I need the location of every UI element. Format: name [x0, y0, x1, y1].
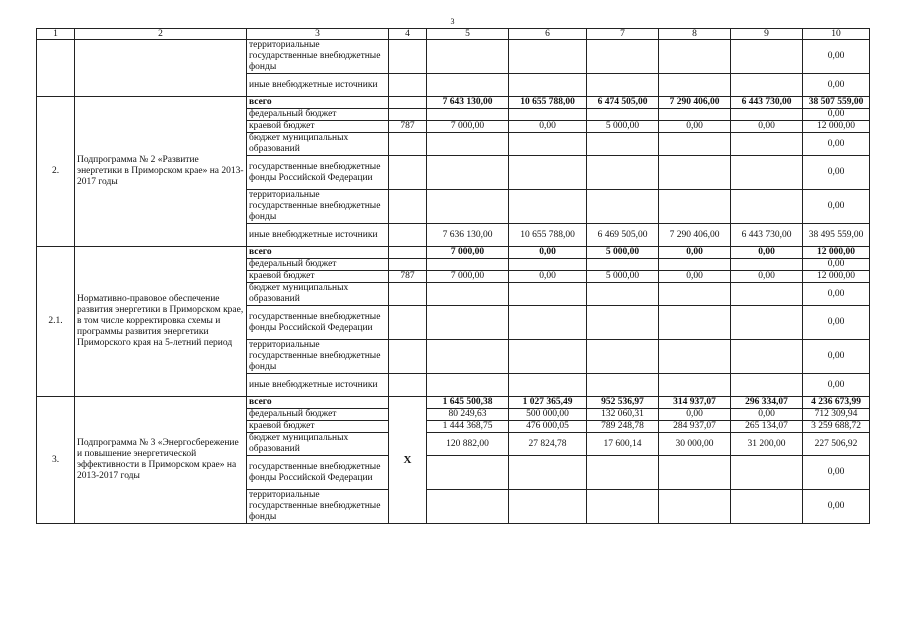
- funding-source: иные внебюджетные источники: [247, 224, 389, 247]
- value-col-8: [659, 259, 731, 271]
- value-col-5: [427, 133, 509, 156]
- admin-code: [389, 283, 427, 306]
- value-col-7: 5 000,00: [587, 271, 659, 283]
- value-col-6: [509, 490, 587, 524]
- funding-source: всего: [247, 397, 389, 409]
- value-col-5: [427, 374, 509, 397]
- value-col-5: [427, 190, 509, 224]
- funding-source: государственные внебюджетные фонды Российской Федерации: [247, 156, 389, 190]
- value-col-5: [427, 456, 509, 490]
- admin-code: [389, 156, 427, 190]
- admin-code: 787: [389, 271, 427, 283]
- total-value: 0,00: [803, 109, 870, 121]
- total-value: 0,00: [803, 283, 870, 306]
- total-value: 12 000,00: [803, 121, 870, 133]
- program-name: Подпрограмма № 3 «Энергосбережение и повышение энергетической эффективности в Приморском крае» на 2013-2017 годы: [75, 397, 247, 524]
- value-col-8: [659, 456, 731, 490]
- value-col-5: [427, 40, 509, 74]
- value-col-6: [509, 74, 587, 97]
- funding-source: краевой бюджет: [247, 271, 389, 283]
- value-col-6: 10 655 788,00: [509, 97, 587, 109]
- value-col-5: 7 000,00: [427, 271, 509, 283]
- value-col-9: [731, 456, 803, 490]
- value-col-8: [659, 156, 731, 190]
- value-col-5: 80 249,63: [427, 409, 509, 421]
- value-col-8: 0,00: [659, 409, 731, 421]
- value-col-9: 6 443 730,00: [731, 224, 803, 247]
- total-value: 0,00: [803, 490, 870, 524]
- value-col-5: [427, 283, 509, 306]
- funding-source: всего: [247, 97, 389, 109]
- value-col-7: 5 000,00: [587, 247, 659, 259]
- header-row: [37, 29, 870, 40]
- header-col-1: 1: [37, 29, 75, 40]
- value-col-9: 0,00: [731, 247, 803, 259]
- value-col-6: [509, 456, 587, 490]
- page-number: 3: [450, 17, 455, 26]
- funding-source: федеральный бюджет: [247, 259, 389, 271]
- value-col-9: [731, 133, 803, 156]
- program-name: Подпрограмма № 2 «Развитие энергетики в Приморском крае» на 2013-2017 годы: [75, 97, 247, 247]
- budget-table: [36, 28, 870, 524]
- value-col-7: [587, 156, 659, 190]
- value-col-6: [509, 283, 587, 306]
- value-col-7: 6 469 505,00: [587, 224, 659, 247]
- header-col-6: 6: [509, 29, 587, 40]
- value-col-8: 0,00: [659, 121, 731, 133]
- value-col-7: [587, 374, 659, 397]
- value-col-6: [509, 259, 587, 271]
- value-col-5: [427, 490, 509, 524]
- value-col-6: [509, 156, 587, 190]
- table-row: [37, 247, 870, 259]
- value-col-8: [659, 374, 731, 397]
- program-name: Нормативно-правовое обеспечение развития энергетики в Приморском крае, в том числе корректировка схемы и программы развития энергетики Приморского края на 5-летний период: [75, 247, 247, 397]
- value-col-7: [587, 306, 659, 340]
- value-col-7: 789 248,78: [587, 421, 659, 433]
- value-col-8: [659, 306, 731, 340]
- total-value: 0,00: [803, 40, 870, 74]
- value-col-6: 1 027 365,49: [509, 397, 587, 409]
- value-col-6: 10 655 788,00: [509, 224, 587, 247]
- admin-code: [389, 247, 427, 259]
- value-col-8: 284 937,07: [659, 421, 731, 433]
- total-value: 0,00: [803, 133, 870, 156]
- value-col-6: [509, 340, 587, 374]
- value-col-8: [659, 283, 731, 306]
- value-col-6: [509, 133, 587, 156]
- value-col-5: [427, 306, 509, 340]
- funding-source: бюджет муниципальных образований: [247, 433, 389, 456]
- value-col-6: 0,00: [509, 121, 587, 133]
- admin-code: [389, 306, 427, 340]
- funding-source: иные внебюджетные источники: [247, 374, 389, 397]
- value-col-9: 296 334,07: [731, 397, 803, 409]
- funding-source: государственные внебюджетные фонды Российской Федерации: [247, 306, 389, 340]
- total-value: 4 236 673,99: [803, 397, 870, 409]
- value-col-8: 0,00: [659, 247, 731, 259]
- admin-code: [389, 340, 427, 374]
- value-col-6: 500 000,00: [509, 409, 587, 421]
- value-col-9: [731, 490, 803, 524]
- total-value: 0,00: [803, 156, 870, 190]
- value-col-8: 7 290 406,00: [659, 97, 731, 109]
- value-col-5: 7 636 130,00: [427, 224, 509, 247]
- value-col-8: [659, 490, 731, 524]
- total-value: 0,00: [803, 259, 870, 271]
- table-row: [37, 397, 870, 409]
- total-value: 712 309,94: [803, 409, 870, 421]
- row-index: 2.: [37, 97, 75, 247]
- value-col-6: 0,00: [509, 247, 587, 259]
- value-col-7: 6 474 505,00: [587, 97, 659, 109]
- value-col-8: [659, 190, 731, 224]
- total-value: 0,00: [803, 456, 870, 490]
- total-value: 38 495 559,00: [803, 224, 870, 247]
- funding-source: всего: [247, 247, 389, 259]
- value-col-9: [731, 306, 803, 340]
- admin-code: [389, 224, 427, 247]
- funding-source: бюджет муниципальных образований: [247, 133, 389, 156]
- value-col-9: [731, 156, 803, 190]
- total-value: 0,00: [803, 74, 870, 97]
- value-col-7: 17 600,14: [587, 433, 659, 456]
- value-col-5: [427, 156, 509, 190]
- admin-code: [389, 74, 427, 97]
- value-col-8: [659, 109, 731, 121]
- value-col-7: 952 536,97: [587, 397, 659, 409]
- header-col-8: 8: [659, 29, 731, 40]
- value-col-5: 120 882,00: [427, 433, 509, 456]
- value-col-7: [587, 133, 659, 156]
- value-col-5: [427, 340, 509, 374]
- header-col-9: 9: [731, 29, 803, 40]
- header-col-7: 7: [587, 29, 659, 40]
- value-col-9: [731, 190, 803, 224]
- value-col-5: 7 643 130,00: [427, 97, 509, 109]
- admin-code: 787: [389, 121, 427, 133]
- funding-source: государственные внебюджетные фонды Российской Федерации: [247, 456, 389, 490]
- value-col-9: [731, 109, 803, 121]
- value-col-9: 31 200,00: [731, 433, 803, 456]
- value-col-5: 1 444 368,75: [427, 421, 509, 433]
- total-value: 12 000,00: [803, 271, 870, 283]
- total-value: 3 259 688,72: [803, 421, 870, 433]
- total-value: 0,00: [803, 190, 870, 224]
- value-col-6: 27 824,78: [509, 433, 587, 456]
- value-col-9: 6 443 730,00: [731, 97, 803, 109]
- value-col-5: [427, 74, 509, 97]
- value-col-7: [587, 490, 659, 524]
- value-col-9: 265 134,07: [731, 421, 803, 433]
- value-col-6: 476 000,05: [509, 421, 587, 433]
- header-col-5: 5: [427, 29, 509, 40]
- value-col-8: [659, 340, 731, 374]
- value-col-9: [731, 74, 803, 97]
- value-col-8: [659, 133, 731, 156]
- value-col-9: 0,00: [731, 409, 803, 421]
- row-index: [37, 40, 75, 97]
- total-value: 0,00: [803, 374, 870, 397]
- total-value: 12 000,00: [803, 247, 870, 259]
- value-col-7: [587, 259, 659, 271]
- value-col-5: [427, 259, 509, 271]
- funding-source: федеральный бюджет: [247, 409, 389, 421]
- admin-code: [389, 97, 427, 109]
- header-col-3: 3: [247, 29, 389, 40]
- value-col-9: [731, 283, 803, 306]
- funding-source: краевой бюджет: [247, 421, 389, 433]
- value-col-7: [587, 456, 659, 490]
- program-name: [75, 40, 247, 97]
- value-col-8: 30 000,00: [659, 433, 731, 456]
- row-index: 3.: [37, 397, 75, 524]
- value-col-9: [731, 259, 803, 271]
- admin-code: [389, 109, 427, 121]
- header-col-4: 4: [389, 29, 427, 40]
- funding-source: федеральный бюджет: [247, 109, 389, 121]
- value-col-9: [731, 340, 803, 374]
- value-col-5: 1 645 500,38: [427, 397, 509, 409]
- value-col-8: [659, 74, 731, 97]
- total-value: 0,00: [803, 340, 870, 374]
- value-col-7: [587, 74, 659, 97]
- value-col-8: 0,00: [659, 271, 731, 283]
- value-col-7: [587, 190, 659, 224]
- funding-source: территориальные государственные внебюджетные фонды: [247, 190, 389, 224]
- value-col-5: [427, 109, 509, 121]
- funding-source: иные внебюджетные источники: [247, 74, 389, 97]
- value-col-7: [587, 283, 659, 306]
- value-col-9: 0,00: [731, 271, 803, 283]
- funding-source: бюджет муниципальных образований: [247, 283, 389, 306]
- value-col-7: 132 060,31: [587, 409, 659, 421]
- value-col-9: [731, 374, 803, 397]
- value-col-6: [509, 109, 587, 121]
- total-value: 0,00: [803, 306, 870, 340]
- table-row: [37, 97, 870, 109]
- funding-source: территориальные государственные внебюджетные фонды: [247, 340, 389, 374]
- row-index: 2.1.: [37, 247, 75, 397]
- value-col-8: 7 290 406,00: [659, 224, 731, 247]
- value-col-5: 7 000,00: [427, 121, 509, 133]
- value-col-9: [731, 40, 803, 74]
- admin-code: [389, 40, 427, 74]
- funding-source: территориальные государственные внебюджетные фонды: [247, 40, 389, 74]
- header-col-10: 10: [803, 29, 870, 40]
- admin-code: [389, 374, 427, 397]
- table-row: [37, 40, 870, 74]
- admin-code: [389, 190, 427, 224]
- header-col-2: 2: [75, 29, 247, 40]
- funding-source: территориальные государственные внебюджетные фонды: [247, 490, 389, 524]
- value-col-7: [587, 40, 659, 74]
- value-col-7: [587, 340, 659, 374]
- funding-source: краевой бюджет: [247, 121, 389, 133]
- total-value: 38 507 559,00: [803, 97, 870, 109]
- value-col-6: [509, 40, 587, 74]
- value-col-6: [509, 374, 587, 397]
- value-col-5: 7 000,00: [427, 247, 509, 259]
- value-col-7: [587, 109, 659, 121]
- admin-code: [389, 259, 427, 271]
- value-col-9: 0,00: [731, 121, 803, 133]
- admin-code: X: [389, 397, 427, 524]
- value-col-7: 5 000,00: [587, 121, 659, 133]
- admin-code: [389, 133, 427, 156]
- value-col-6: 0,00: [509, 271, 587, 283]
- total-value: 227 506,92: [803, 433, 870, 456]
- value-col-6: [509, 306, 587, 340]
- value-col-8: 314 937,07: [659, 397, 731, 409]
- value-col-6: [509, 190, 587, 224]
- value-col-8: [659, 40, 731, 74]
